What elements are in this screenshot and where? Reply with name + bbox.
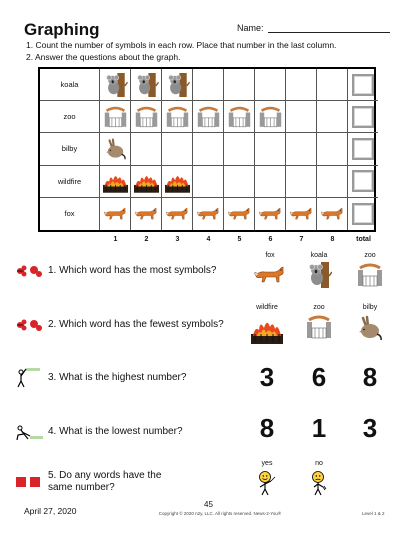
graph-cell [224,69,255,101]
row-label-koala: koala [40,69,100,101]
answer-bilby[interactable] [350,304,390,342]
two-red-squares-icon [14,473,44,491]
total-answer-box[interactable] [352,138,374,160]
answer-number[interactable]: 6 [311,362,327,392]
answer-label: fox [265,252,275,259]
answer-number[interactable]: 3 [362,413,378,443]
answer-zoo[interactable] [350,252,390,288]
question-5-line-1: 5. Do any words have the [48,470,162,481]
answer-wildfire[interactable] [247,304,287,344]
graph-cell [224,101,255,133]
graph-cell [224,198,255,230]
wildfire-icon [103,169,128,193]
row-label-wildfire: wildfire [40,166,100,198]
question-2 [14,316,224,334]
question-4 [14,423,183,441]
zoo-gate-icon [227,105,252,129]
page-title: Graphing [24,20,100,39]
x-label: 1 [113,236,118,243]
graph-cell [131,198,162,230]
bilby-icon [103,137,128,161]
graph-cell [131,101,162,133]
answer-label: koala [310,252,328,259]
graph-cell [162,101,193,133]
zoo-gate-icon [165,105,190,129]
question-5 [14,470,161,494]
x-label: 8 [330,236,335,243]
name-line[interactable] [268,32,390,33]
answer-number[interactable]: 8 [362,362,378,392]
graph-cell [255,69,286,101]
total-cell [348,69,378,101]
person-no-icon [308,470,330,496]
answer-label: wildfire [256,304,278,311]
x-label: 6 [268,236,273,243]
x-label: 4 [206,236,211,243]
answer-label: bilby [362,304,378,311]
graph-cell [193,101,224,133]
total-answer-box[interactable] [352,74,374,96]
zoo-gate-icon [134,105,159,129]
graph-cell [162,198,193,230]
row-label-fox: fox [40,198,100,230]
x-label: 5 [237,236,242,243]
total-answer-box[interactable] [352,170,374,192]
total-answer-box[interactable] [352,106,374,128]
graph-cell [224,166,255,198]
koala-icon [306,262,332,288]
graph-cell [100,166,131,198]
total-cell [348,198,378,230]
answer-label: yes [261,460,273,467]
koala-icon [103,73,128,97]
fox-icon [289,202,314,226]
question-3 [14,369,186,387]
zoo-gate-icon [356,262,384,288]
answer-zoo[interactable] [299,304,339,340]
pointing-flowers-icon [14,316,44,334]
copyright-notice: Copyright © 2020 n2y, LLC. All rights reserved. News-2-You® [158,511,282,516]
graph-cell [162,133,193,165]
graph-cell [255,198,286,230]
answer-number[interactable]: 1 [311,413,327,443]
fox-icon [320,202,345,226]
graph-cell [224,133,255,165]
answer-yes[interactable] [247,460,287,496]
graph-cell [100,101,131,133]
person-yes-icon [256,470,278,496]
answer-label: zoo [364,252,376,259]
graph-cell [193,69,224,101]
total-answer-box[interactable] [352,203,374,225]
row-label-zoo: zoo [40,101,100,133]
graph-cell [162,166,193,198]
question-5-text [48,470,161,494]
graph-cell [317,133,348,165]
graph-cell [317,101,348,133]
graph-cell [100,69,131,101]
footer-date: April 27, 2020 [24,506,77,516]
x-label: 2 [144,236,149,243]
answer-label: no [315,460,323,467]
fox-icon [103,202,128,226]
graph-cell [317,166,348,198]
name-label: Name: [237,23,264,33]
page-number: 45 [204,500,213,509]
level-label: Level 1 & 2 [362,511,385,516]
graph-cell [193,133,224,165]
graph-cell [317,69,348,101]
fox-icon [165,202,190,226]
instruction-1: 1. Count the number of symbols in each row. Place that number in the last column. [26,40,337,50]
question-1 [14,262,216,280]
answer-number[interactable]: 8 [259,413,275,443]
graph-cell [131,166,162,198]
total-label: total [356,236,371,243]
total-cell [348,133,378,165]
graph-cell [131,133,162,165]
graph-cell [193,198,224,230]
graph-cell [255,166,286,198]
graph-cell [100,198,131,230]
graph-cell [193,166,224,198]
x-label: 3 [175,236,180,243]
question-5-line-2: same number? [48,482,115,493]
answer-number[interactable]: 3 [259,362,275,392]
zoo-gate-icon [196,105,221,129]
fox-icon [253,262,287,288]
graph-cell [286,166,317,198]
graph-table [38,67,376,232]
answer-fox[interactable] [250,252,290,288]
answer-label: zoo [313,304,325,311]
answer-koala[interactable] [299,252,339,288]
graph-cell [286,198,317,230]
x-label: 7 [299,236,304,243]
zoo-gate-icon [305,314,333,340]
question-2-text: 2. Which word has the fewest symbols? [48,319,224,330]
fox-icon [258,202,283,226]
row-label-bilby: bilby [40,133,100,165]
graph-cell [255,133,286,165]
bilby-icon [357,314,383,342]
person-reaching-high-icon [14,369,44,387]
fox-icon [196,202,221,226]
total-cell [348,166,378,198]
graph-cell [100,133,131,165]
graph-cell [286,101,317,133]
wildfire-icon [165,169,190,193]
pointing-flowers-icon [14,262,44,280]
graph-cell [255,101,286,133]
graph-cell [286,133,317,165]
koala-icon [134,73,159,97]
fox-icon [227,202,252,226]
zoo-gate-icon [103,105,128,129]
instruction-2: 2. Answer the questions about the graph. [26,52,181,62]
graph-cell [131,69,162,101]
person-crouching-low-icon [14,423,44,441]
wildfire-icon [251,314,283,344]
answer-no[interactable] [299,460,339,496]
graph-cell [286,69,317,101]
total-cell [348,101,378,133]
graph-cell [162,69,193,101]
graph-cell [317,198,348,230]
koala-icon [165,73,190,97]
question-1-text: 1. Which word has the most symbols? [48,265,217,276]
question-3-text: 3. What is the highest number? [48,372,187,383]
question-4-text: 4. What is the lowest number? [48,426,183,437]
fox-icon [134,202,159,226]
zoo-gate-icon [258,105,283,129]
wildfire-icon [134,169,159,193]
